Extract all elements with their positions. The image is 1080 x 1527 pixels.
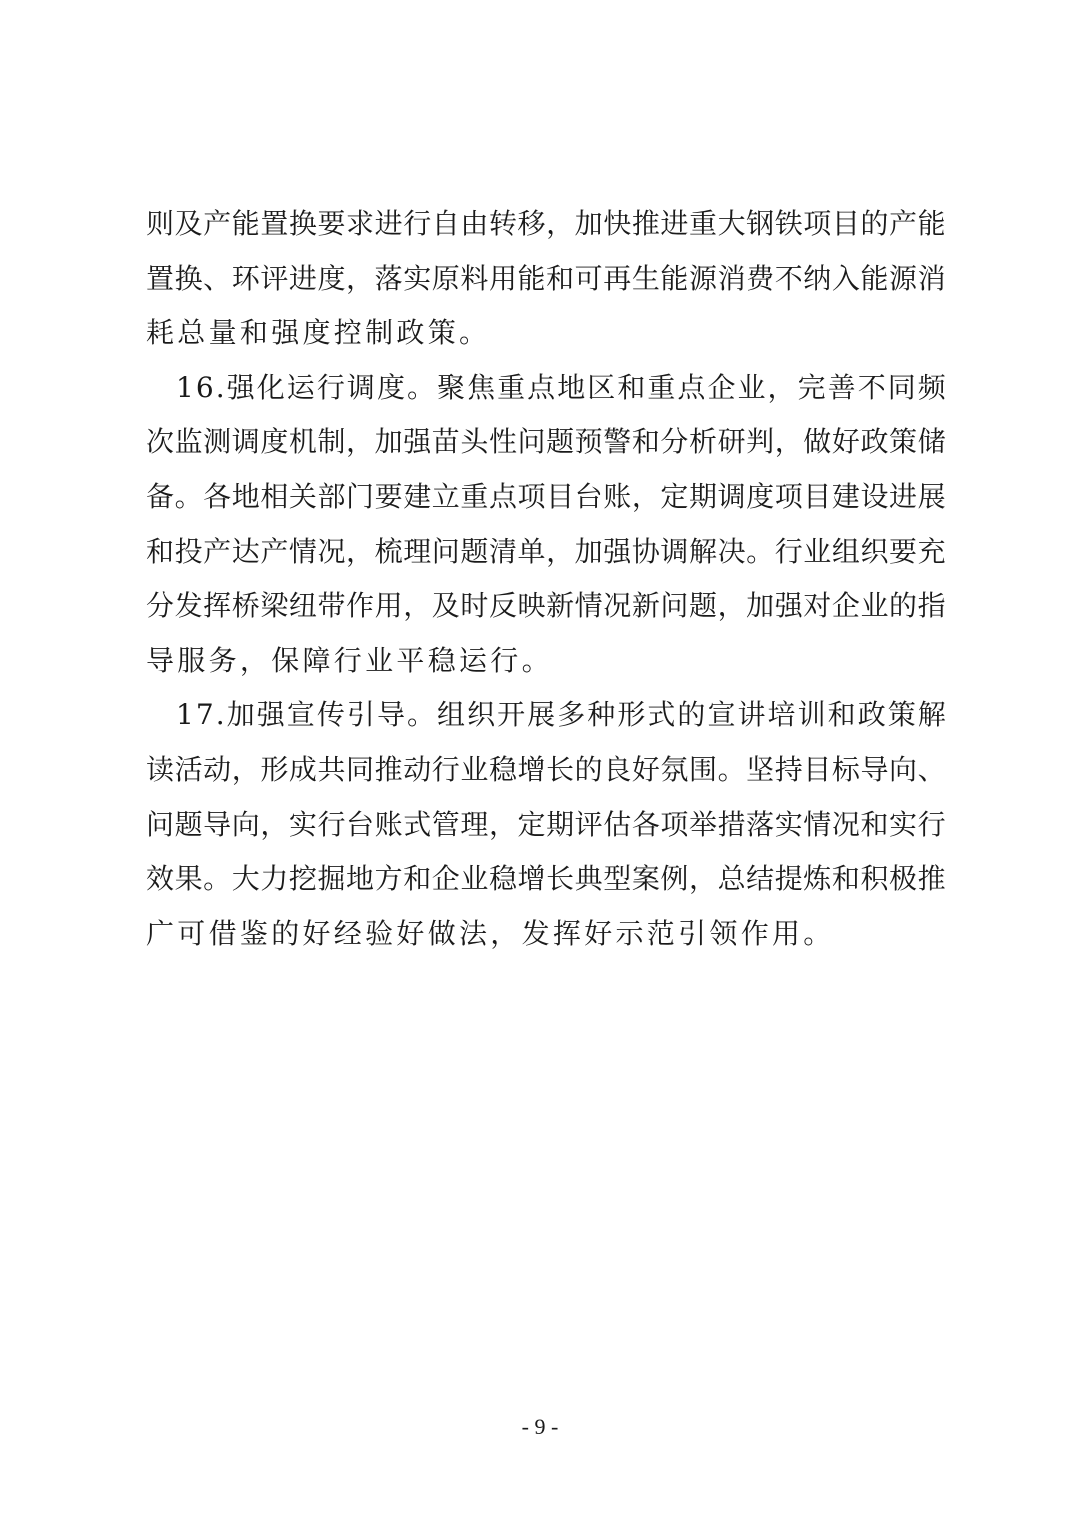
text-line: 问 题 导 向 ， 实 行 台 账 式 管 理 ， 定 期 评 估 各 项 举 措 落 实 情 况 和 实 行 xyxy=(146,807,946,841)
text-line: 和 投 产 达 产 情 况 ， 梳 理 问 题 清 单 ， 加 强 协 调 解 决 。 行 业 组 织 要 充 xyxy=(146,534,946,568)
text-line: 广可借鉴的好经验好做法，发挥好示范引领作用。 xyxy=(146,916,835,950)
text-line: 1 6 . 强 化 运 行 调 度 。 聚 焦 重 点 地 区 和 重 点 企 业 ， 完 善 不 同 频 xyxy=(176,370,946,404)
text-line: 置 换 、 环 评 进 度 ， 落 实 原 料 用 能 和 可 再 生 能 源 消 费 不 纳 入 能 源 消 xyxy=(146,261,946,295)
text-line: 耗总量和强度控制政策。 xyxy=(146,316,491,350)
text-line: 备 。 各 地 相 关 部 门 要 建 立 重 点 项 目 台 账 ， 定 期 调 度 项 目 建 设 进 展 xyxy=(146,479,946,513)
page-number: - 9 - xyxy=(521,1414,559,1439)
text-line: 效 果 。 大 力 挖 掘 地 方 和 企 业 稳 增 长 典 型 案 例 ， 总 结 提 炼 和 积 极 推 xyxy=(146,862,946,896)
paragraph-item-17 xyxy=(146,688,946,961)
text-line: 次 监 测 调 度 机 制 ， 加 强 苗 头 性 问 题 预 警 和 分 析 研 判 ， 做 好 政 策 储 xyxy=(146,425,946,459)
text-line: 分 发 挥 桥 梁 纽 带 作 用 ， 及 时 反 映 新 情 况 新 问 题 ， 加 强 对 企 业 的 指 xyxy=(146,589,946,623)
paragraph-continuation xyxy=(146,197,946,361)
text-line: 读 活 动 ， 形 成 共 同 推 动 行 业 稳 增 长 的 良 好 氛 围 。 坚 持 目 标 导 向 、 xyxy=(146,752,946,786)
body-text xyxy=(146,197,946,961)
text-line: 则 及 产 能 置 换 要 求 进 行 自 由 转 移 ， 加 快 推 进 重 大 钢 铁 项 目 的 产 能 xyxy=(146,207,946,240)
text-line: 导服务，保障行业平稳运行。 xyxy=(146,643,553,677)
paragraph-item-16 xyxy=(146,361,946,689)
text-line: 1 7 . 加 强 宣 传 引 导 。 组 织 开 展 多 种 形 式 的 宣 讲 培 训 和 政 策 解 xyxy=(176,698,946,732)
